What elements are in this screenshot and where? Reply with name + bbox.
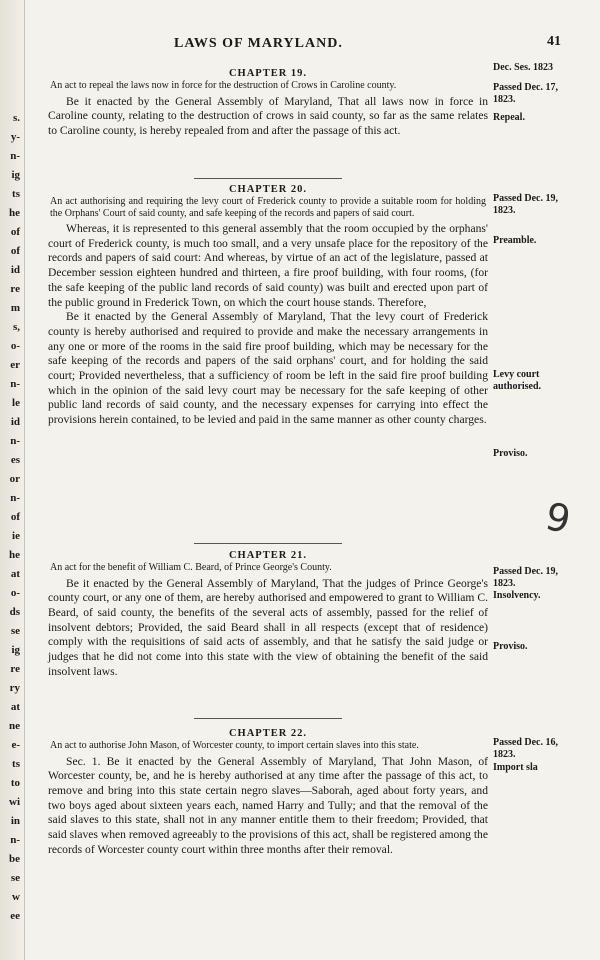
chapter-20 [48, 184, 488, 428]
chapter-divider [194, 718, 342, 719]
chapter-paragraph: Be it enacted by the General Assembly of Maryland, That the judges of Prince George's county court, or any one of them, are hereby authorised and empowered to grant to William C. Beard, of said county, the benefits of the several acts of assembly, passed for the relief of insolvent debtors; Provided, the said Beard shall in all respects (except that of residence) comply with the requisitions of said acts of assembly, and that he satisfy the said judge or judges that he did not come into this state with the view of obtaining the benefit of the said insolvent laws. [48, 576, 488, 678]
running-title: LAWS OF MARYLAND. [174, 36, 343, 51]
edge-text-fragment: he [9, 207, 20, 219]
edge-text-fragment: o- [10, 587, 20, 599]
page-number: 41 [547, 34, 561, 49]
edge-text-fragment: es [10, 454, 20, 466]
chapter-title: An act to authorise John Mason, of Worcester county, to import certain slaves into this state. [50, 740, 419, 751]
passed-date-note: Passed Dec. 19, 1823. [493, 566, 558, 589]
passed-date-note: Passed Dec. 17, 1823. [493, 82, 558, 105]
chapter-paragraph: Whereas, it is represented to this general assembly that the room occupied by the orphans' court of Frederick county, is much too small, and a very unsafe place for the repository of the records and papers of said court: And whereas, by virtue of an act of the legislature, passed at December session eighteen hundred and thirteen, a fire proof building, with four rooms, (for the safe keeping of the public land records of said county) was built and erected upon part of the public ground in Frederick Town, on which the court house stands. Therefore, [48, 222, 488, 309]
edge-text-fragment: he [9, 549, 20, 561]
page-header [24, 36, 600, 56]
levy-court-note: Levy court authorised. [493, 369, 542, 392]
topic-note: Import sla [493, 762, 538, 773]
chapter-21 [48, 550, 488, 679]
proviso-note: Proviso. [493, 448, 528, 459]
edge-text-fragment: at [10, 701, 20, 713]
edge-text-fragment: ds [9, 606, 20, 618]
edge-text-fragment: re [10, 283, 20, 295]
chapter-title: An act for the benefit of William C. Beard, of Prince George's County. [50, 562, 332, 573]
edge-text-fragment: at [10, 568, 20, 580]
chapter-heading: CHAPTER 21. [228, 550, 308, 561]
proviso-note: Proviso. [493, 641, 528, 652]
topic-note: Repeal. [493, 112, 525, 123]
edge-text-fragment: n- [10, 378, 20, 390]
edge-text-fragment: id [10, 416, 20, 428]
chapter-divider [194, 178, 342, 179]
chapter-heading: CHAPTER 22. [228, 728, 308, 739]
edge-text-fragment: re [10, 663, 20, 675]
edge-text-fragment: of [10, 226, 20, 238]
chapter-paragraph: Be it enacted by the General Assembly of Maryland, That all laws now in force in Caroline county, relating to the destruction of crows in said county, so far as the same relates to Caroline county, is hereby repealed from and after the passage of this act. [48, 94, 488, 137]
edge-text-fragment: n- [10, 834, 20, 846]
edge-text-fragment: of [10, 511, 20, 523]
chapter-title: An act to repeal the laws now in force for the destruction of Crows in Caroline county. [50, 80, 397, 91]
edge-text-fragment: er [10, 359, 20, 371]
edge-text-fragment: n- [10, 435, 20, 447]
edge-text-fragment: ig [11, 169, 20, 181]
edge-text-fragment: or [9, 473, 20, 485]
edge-text-fragment: s, [12, 321, 20, 333]
chapter-heading: CHAPTER 19. [228, 68, 308, 79]
edge-text-fragment: be [9, 853, 20, 865]
edge-text-fragment: ee [10, 910, 20, 922]
edge-text-fragment: of [10, 245, 20, 257]
edge-text-fragment: id [10, 264, 20, 276]
edge-text-fragment: ts [12, 758, 20, 770]
session-note: Dec. Ses. 1823 [493, 62, 553, 73]
edge-text-fragment: ry [9, 682, 20, 694]
chapter-paragraph: Be it enacted by the General Assembly of Maryland, That the levy court of Frederick county is hereby authorised and required to provide and make the necessary arrangements in any one or more of the rooms in the said fire proof building, which may be necessary for the safe keeping of the records and papers of the said orphans' court, and for holding the said court; Provided nevertheless, that a sufficiency of room be left in the said fire proof building which in the opinion of the said levy court may be necessary for the safe keeping of other public land records of said county, and the necessary expenses for carrying into effect the provisions herein contained, to be levied and paid in the same manner as other county charges. [48, 310, 488, 427]
edge-text-fragment: n- [10, 492, 20, 504]
handwritten-pencil-mark: 9 [541, 493, 575, 543]
chapter-19 [48, 68, 488, 139]
chapter-22 [48, 728, 488, 857]
edge-text-fragment: le [12, 397, 20, 409]
preamble-note: Preamble. [493, 235, 537, 246]
edge-text-fragment: e- [11, 739, 20, 751]
left-page-edge [0, 0, 25, 960]
edge-text-fragment: y- [10, 131, 20, 143]
chapter-divider [194, 543, 342, 544]
edge-text-fragment: ig [11, 644, 20, 656]
edge-text-fragment: wi [9, 796, 20, 808]
edge-text-fragment: se [10, 872, 20, 884]
edge-text-fragment: s. [12, 112, 20, 124]
edge-text-fragment: ie [12, 530, 20, 542]
chapter-paragraph: Sec. 1. Be it enacted by the General Assembly of Maryland, That John Mason, of Worcester county, be, and he is hereby authorised at any time after the passage of this act, to remove and bring into this state certain negro slaves—Saborah, aged about forty years, and two boys aged about sixteen years each, named Harry and Tully; and that the removal of the said slaves to this state, shall not in any manner entitle them to their freedom; Provided, that said slaves when removed agreeably to the provisions of this act, shall be registered among the records of Worcester county court within three months after their removal. [48, 754, 488, 856]
edge-text-fragment: to [10, 777, 20, 789]
edge-text-fragment: in [10, 815, 20, 827]
edge-text-fragment: w [12, 891, 20, 903]
chapter-heading: CHAPTER 20. [228, 184, 308, 195]
chapter-title: An act authorising and requiring the levy court of Frederick county to provide a suitable room for holding the Orphans' Court of said county, and safe keeping of the records and papers of said court. [50, 196, 486, 219]
edge-text-fragment: se [10, 625, 20, 637]
edge-text-fragment: n- [10, 150, 20, 162]
edge-text-fragment: m [10, 302, 20, 314]
edge-text-fragment: ne [9, 720, 20, 732]
edge-text-fragment: o- [10, 340, 20, 352]
topic-note: Insolvency. [493, 590, 541, 601]
edge-text-fragment: ts [12, 188, 20, 200]
passed-date-note: Passed Dec. 19, 1823. [493, 193, 558, 216]
passed-date-note: Passed Dec. 16, 1823. [493, 737, 558, 760]
